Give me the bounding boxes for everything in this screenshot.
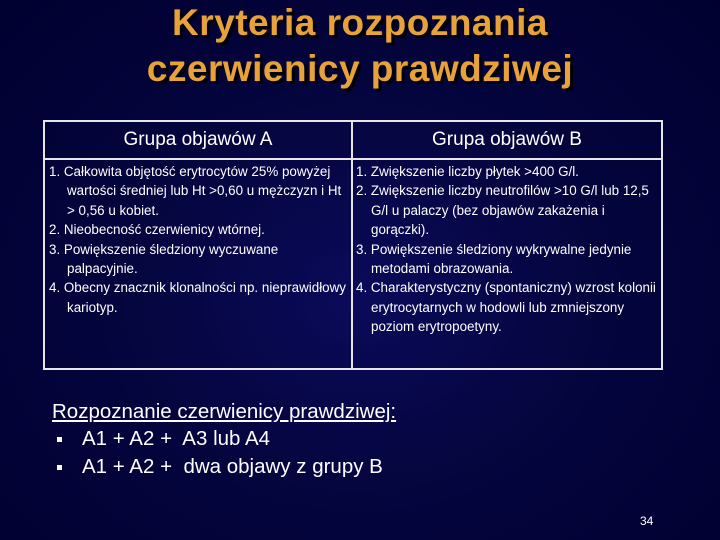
- group-a-list: [49, 162, 351, 317]
- bullet-icon: [57, 465, 62, 470]
- diagnosis-criterion: [52, 425, 652, 453]
- group-b-header: Grupa objawów B: [432, 129, 582, 150]
- group-b-item-1: 1. Zwiększenie liczby płytek >400 G/l.: [356, 164, 579, 179]
- diagnosis-criterion-text: A1 + A2 + dwa objawy z grupy B: [82, 455, 383, 478]
- group-a-item-1: 1. Całkowita objętość erytrocytów 25% powyżej wartości średniej lub Ht >0,60 u mężczyzn i Ht > 0,56 u kobiet.: [49, 164, 342, 218]
- group-b-item-3: 3. Powiększenie śledziony wykrywalne jedynie metodami obrazowania.: [356, 241, 632, 277]
- slide-title-line-1: Kryteria rozpoznania: [172, 2, 548, 43]
- diagnosis-title: Rozpoznanie czerwienicy prawdziwej:: [52, 400, 397, 423]
- criteria-table: [43, 120, 663, 370]
- group-a-item-2: 2. Nieobecność czerwienicy wtórnej.: [49, 222, 265, 238]
- group-b-item-4: 4. Charakterystyczny (spontaniczny) wzrost kolonii erytrocytarnych w hodowli lub zmniejszony poziom erytropoetyny.: [356, 280, 656, 335]
- group-a-header: Grupa objawów A: [123, 129, 273, 150]
- group-b-list: [356, 162, 661, 337]
- slide-title: [0, 0, 720, 92]
- group-b-item-2: 2. Zwiększenie liczby neutrofilów >10 G/l lub 12,5 G/l u palaczy (bez objawów zakażenia i gorączki).: [356, 183, 649, 238]
- bullet-icon: [57, 437, 62, 442]
- table-header-divider: [45, 158, 661, 160]
- group-a-item-4: 4. Obecny znacznik klonalności np. nieprawidłowy kariotyp.: [49, 280, 346, 315]
- page-number: 34: [640, 514, 654, 528]
- diagnosis-criterion-text: A1 + A2 + A3 lub A4: [82, 427, 271, 450]
- group-a-item-3: 3. Powiększenie śledziony wyczuwane palpacyjnie.: [49, 241, 279, 277]
- diagnosis-criterion: [52, 453, 652, 481]
- diagnosis-section: [52, 398, 652, 481]
- slide-title-line-2: czerwienicy prawdziwej: [146, 48, 574, 89]
